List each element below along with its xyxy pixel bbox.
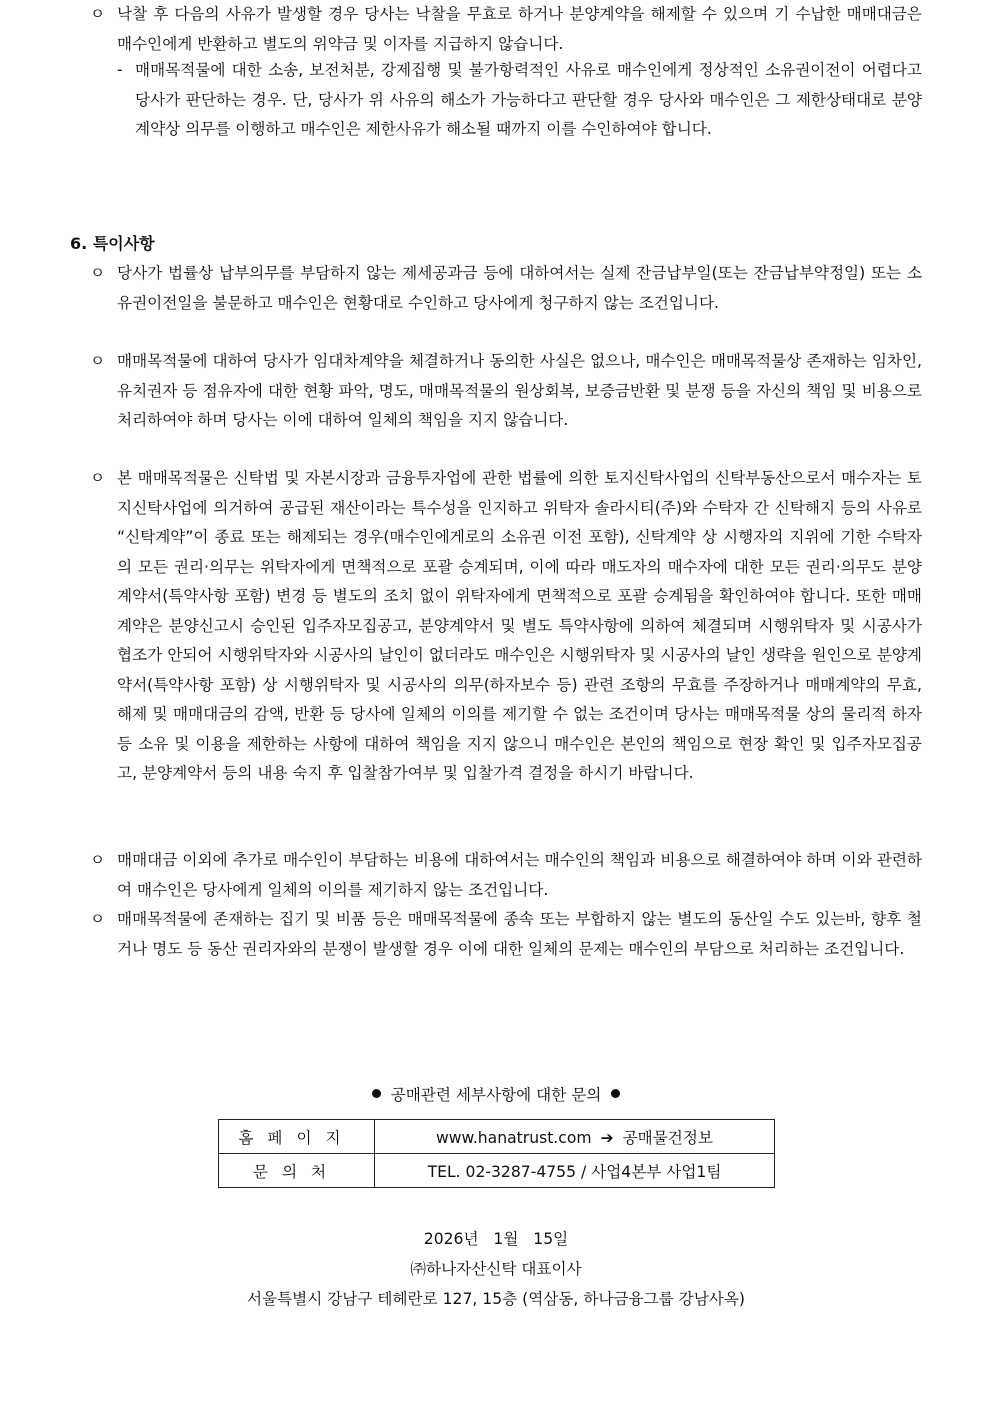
bullet-marker: ㅇ [90,851,106,869]
homepage-link[interactable]: www.hanatrust.com [436,1128,592,1147]
bullet-dot-icon [611,1089,620,1098]
bullet-dot-icon [372,1089,381,1098]
section6-item-4-text: 매매대금 이외에 추가로 매수인이 부담하는 비용에 대하여서는 매수인의 책임과 비용으로 해결하여야 하며 이와 관련하여 매수인은 당사에게 일체의 이의를 제기하지 않는 조건입니다. [117,851,922,899]
document-date: 2026년 1월 15일 [423,1230,569,1248]
section6-item-3-text: 본 매매목적물은 신탁법 및 자본시장과 금융투자업에 관한 법률에 의한 토지신탁사업의 신탁부동산으로서 매수자는 토지신탁사업에 의거하여 공급된 재산이라는 특수성을 인지하고 위탁자 솔라시티(주)와 수탁자 간 신탁해지 등의 사유로 “신탁계약”이 종료 또는 해제되는 경우(매수인에게로의 소유권 이전 포함), 신탁계약 상 시행자의 지위에 기한 수탁자의 모든 권리·의무는 위탁자에게 면책적으로 포괄 승계되며, 이에 따라 매도자의 매수자에 대한 모든 권리·의무도 분양계약서(특약사항 포함) 변경 등 별도의 조치 없이 위탁자에게 면책적으로 포괄 승계됨을 확인하여야 합니다. 또한 매매계약은 분양신고시 승인된 입주자모집공고, 분양계약서 및 별도 특약사항에 의하여 체결되며 시행위탁자 및 시공사가 협조가 안되어 시행위탁자와 시공사의 날인이 없더라도 매수인은 시행위탁자 및 시공사의 날인 생략을 원인으로 분양계약서(특약사항 포함) 상 시행위탁자 및 시공사의 의무(하자보수 등) 관련 조항의 무효를 주장하거나 매매계약의 무효, 해제 및 매매대금의 감액, 반환 등 당사에 일체의 이의를 제기할 수 없는 조건이며 당사는 매매목적물 상의 물리적 하자 등 소유 및 이용을 제한하는 사항에 대하여 책임을 지지 않으니 매수인은 본인의 책임으로 현장 확인 및 입주자모집공고, 분양계약서 등의 내용 숙지 후 입찰참가여부 및 입찰가격 결정을 하시기 바랍니다. [117,469,922,782]
contact-table [218,1119,775,1188]
inquiry-value: TEL. 02-3287-4755 / 사업4본부 사업1팀 [375,1154,775,1188]
section6-item-4 [90,846,922,905]
bullet-marker: ㅇ [90,469,106,487]
arrow-right-icon: ➔ [600,1128,614,1147]
section6-item-2-text: 매매목적물에 대하여 당사가 임대차계약을 체결하거나 동의한 사실은 없으나, 매수인은 매매목적물상 존재하는 임차인, 유치권자 등 점유자에 대한 현황 파악, 명도, 매매목적물의 원상회복, 보증금반환 및 분쟁 등을 자신의 책임 및 비용으로 처리하여야 하며 당사는 이에 대하여 일체의 책임을 지지 않습니다. [117,352,922,429]
section5-item-1 [90,0,922,59]
homepage-label: 홈페이지 [219,1120,375,1154]
bullet-marker: ㅇ [90,910,106,928]
homepage-target: 공매물건정보 [622,1128,713,1147]
bullet-marker: ㅇ [90,264,106,282]
section5-item-1-sub [117,56,922,145]
section6-item-1 [90,259,922,318]
contact-title [0,1083,992,1105]
section-heading: 6. 특이사항 [70,234,155,253]
dash-marker: - [117,61,123,79]
bullet-marker: ㅇ [90,352,106,370]
section6-item-1-text: 당사가 법률상 납부의무를 부담하지 않는 제세공과금 등에 대하여서는 실제 잔금납부일(또는 잔금납부약정일) 또는 소유권이전일을 불문하고 매수인은 현황대로 수인하고 당사에게 청구하지 않는 조건입니다. [117,264,922,312]
section6-item-3 [90,464,922,789]
homepage-cell [375,1120,775,1154]
company-name: ㈜하나자산신탁 대표이사 [410,1260,582,1278]
contact-title-text: 공매관련 세부사항에 대한 문의 [390,1086,602,1104]
company-address: 서울특별시 강남구 테헤란로 127, 15층 (역삼동, 하나금융그룹 강남사옥) [246,1290,746,1308]
section5-item-1-text: 낙찰 후 다음의 사유가 발생할 경우 당사는 낙찰을 무효로 하거나 분양계약을 해제할 수 있으며 기 수납한 매매대금은 매수인에게 반환하고 별도의 위약금 및 이자를 지급하지 않습니다. [117,5,922,53]
bullet-marker: ㅇ [90,5,106,23]
table-row [219,1154,775,1188]
inquiry-label: 문의처 [219,1154,375,1188]
section6-item-5-text: 매매목적물에 존재하는 집기 및 비품 등은 매매목적물에 종속 또는 부합하지 않는 별도의 동산일 수도 있는바, 향후 철거나 명도 등 동산 권리자와의 분쟁이 발생할 경우 이에 대한 일체의 문제는 매수인의 부담으로 처리하는 조건입니다. [117,910,922,958]
section6-item-5 [90,905,922,964]
section6-item-2 [90,347,922,436]
section5-item-1-sub-text: 매매목적물에 대한 소송, 보전처분, 강제집행 및 불가항력적인 사유로 매수인에게 정상적인 소유권이전이 어렵다고 당사가 판단하는 경우. 단, 당사가 위 사유의 해소가 가능하다고 판단할 경우 당사와 매수인은 그 제한상태대로 분양계약상 의무를 이행하고 매수인은 제한사유가 해소될 때까지 이를 수인하여야 합니다. [135,61,922,138]
table-row [219,1120,775,1154]
